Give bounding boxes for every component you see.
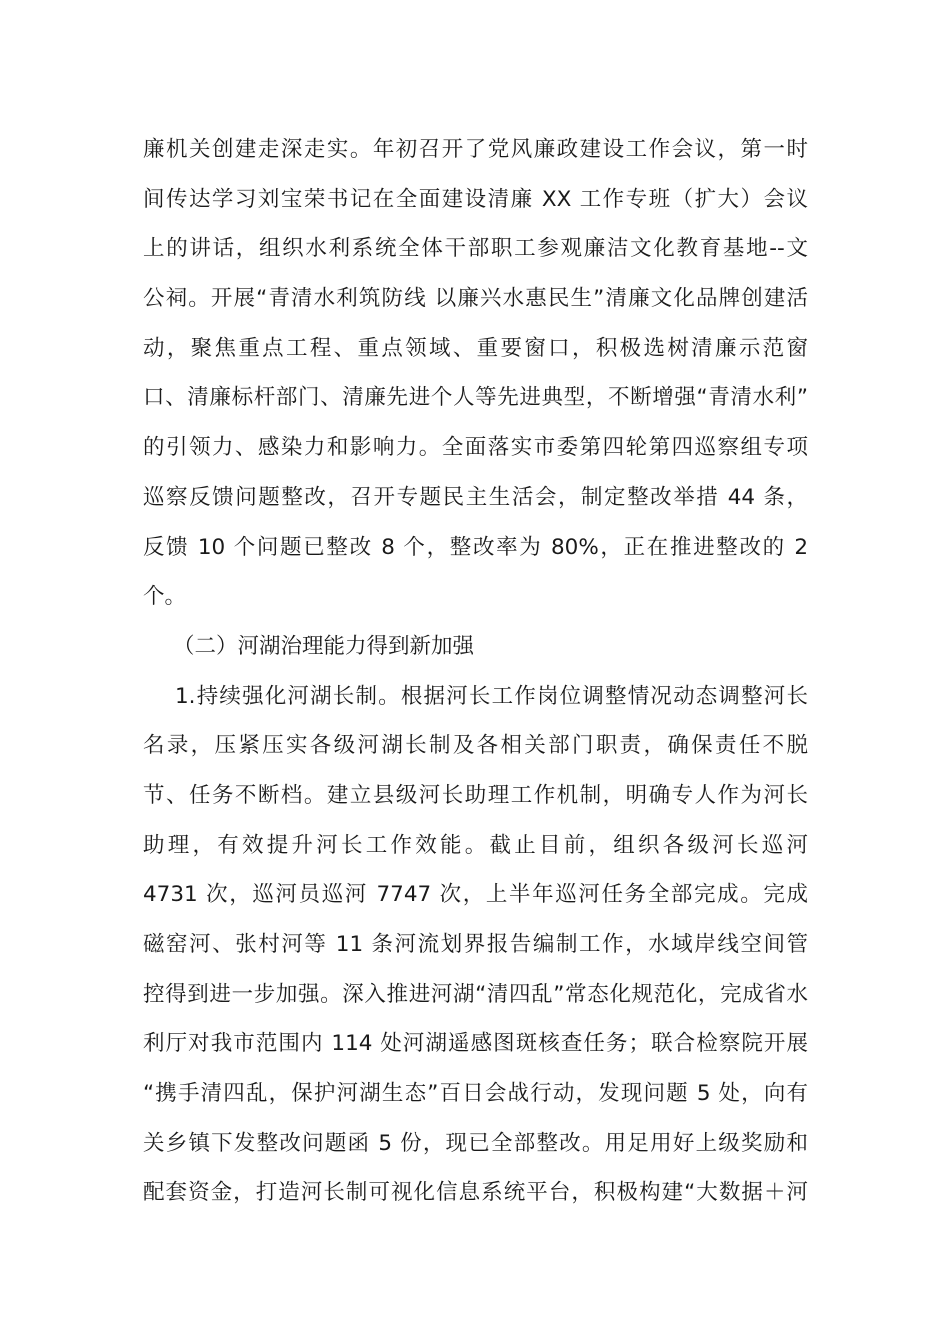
text-line: 控得到进一步加强。深入推进河湖“清四乱”常态化规范化，完成省水 [143, 981, 808, 1007]
text-line: 公祠。开展“青清水利筑防线 以廉兴水惠民生”清廉文化品牌创建活 [143, 286, 808, 312]
section-heading: （二）河湖治理能力得到新加强 [173, 633, 475, 659]
text-line: 巡察反馈问题整改，召开专题民主生活会，制定整改举措 44 条， [143, 484, 808, 510]
text-line: “携手清四乱，保护河湖生态”百日会战行动，发现问题 5 处，向有 [143, 1081, 808, 1107]
paragraph-party-integrity [143, 125, 808, 622]
text-line: 4731 次，巡河员巡河 7747 次，上半年巡河任务全部完成。完成 [143, 882, 808, 908]
document-body [143, 125, 808, 1218]
text-line: 名录，压紧压实各级河湖长制及各相关部门职责，确保责任不脱 [143, 733, 808, 759]
text-line: 个。 [143, 584, 187, 610]
text-line: 反馈 10 个问题已整改 8 个，整改率为 80%，正在推进整改的 2 [143, 534, 808, 560]
text-line: 利厅对我市范围内 114 处河湖遥感图斑核查任务；联合检察院开展 [143, 1031, 808, 1057]
text-line: 间传达学习刘宝荣书记在全面建设清廉 XX 工作专班（扩大）会议 [143, 186, 808, 212]
text-line: 关乡镇下发整改问题函 5 份，现已全部整改。用足用好上级奖励和 [143, 1130, 808, 1156]
text-line: 的引领力、感染力和影响力。全面落实市委第四轮第四巡察组专项 [143, 435, 808, 461]
text-line: 磁窑河、张村河等 11 条河流划界报告编制工作，水域岸线空间管 [143, 932, 808, 957]
text-line: 廉机关创建走深走实。年初召开了党风廉政建设工作会议，第一时 [143, 137, 808, 162]
paragraph-river-chief-system [143, 672, 808, 1219]
text-line: 节、任务不断档。建立县级河长助理工作机制，明确专人作为河长 [143, 782, 808, 808]
text-line: 口、清廉标杆部门、清廉先进个人等先进典型，不断增强“青清水利” [143, 385, 808, 411]
text-line: 1.持续强化河湖长制。根据河长工作岗位调整情况动态调整河长 [175, 683, 808, 709]
text-line: 配套资金，打造河长制可视化信息系统平台，积极构建“大数据＋河 [143, 1180, 808, 1206]
text-line: 上的讲话，组织水利系统全体干部职工参观廉洁文化教育基地--文 [143, 236, 808, 262]
text-line: 动，聚焦重点工程、重点领域、重要窗口，积极选树清廉示范窗 [143, 335, 808, 361]
text-line: 助理，有效提升河长工作效能。截止目前，组织各级河长巡河 [143, 832, 808, 858]
